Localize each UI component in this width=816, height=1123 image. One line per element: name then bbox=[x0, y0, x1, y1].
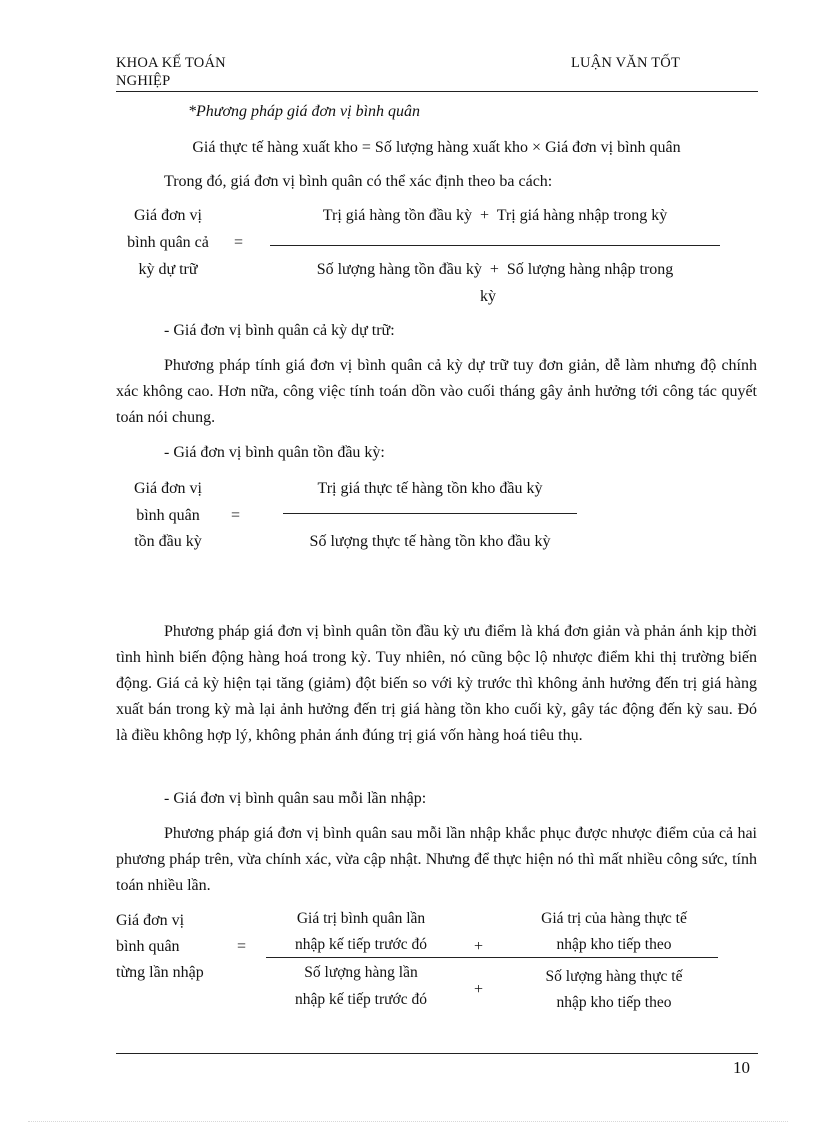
bullet-2: - Giá đơn vị bình quân tồn đầu kỳ: bbox=[164, 444, 385, 461]
header-left-line1: KHOA KẾ TOÁN bbox=[116, 55, 226, 71]
formula-1-label-line: Giá đơn vị bbox=[133, 207, 202, 224]
bullet-3: - Giá đơn vị bình quân sau mỗi lần nhập: bbox=[164, 790, 427, 807]
formula-3-num-left-line2: nhập kế tiếp trước đó bbox=[295, 936, 427, 953]
formula-1-equals: = bbox=[234, 234, 244, 251]
formula-3-equals: = bbox=[237, 938, 247, 955]
formula-2-fraction-bar bbox=[283, 513, 577, 514]
formula-3-num-plus: + bbox=[474, 938, 484, 955]
intro-text: Trong đó, giá đơn vị bình quân có thể xác định theo ba cách: bbox=[164, 173, 553, 190]
formula-1-denominator-line2: kỳ bbox=[480, 288, 496, 305]
formula-3-num-right-line1: Giá trị của hàng thực tế bbox=[541, 910, 687, 927]
formula-2-label-line: bình quân bbox=[136, 507, 200, 524]
formula-3-fraction-bar bbox=[266, 957, 718, 958]
formula-1-label-line: kỳ dự trữ bbox=[138, 261, 198, 278]
formula-3-num-right-line2: nhập kho tiếp theo bbox=[556, 936, 672, 953]
formula-3-num-left-line1: Giá trị bình quân lần bbox=[296, 910, 426, 927]
header-right: LUẬN VĂN TỐT bbox=[571, 55, 680, 71]
paragraph-1: Phương pháp tính giá đơn vị bình quân cả kỳ dự trữ tuy đơn giản, dễ làm nhưng độ chính xác không cao. Hơn nữa, công việc tính toán dồn vào cuối tháng gây ảnh hưởng tới công tác quyết toán nói chung. bbox=[116, 357, 757, 426]
formula-1-denominator-line1: Số lượng hàng tồn đầu kỳ + Số lượng hàng nhập trong bbox=[316, 261, 674, 278]
formula-3-den-right-line2: nhập kho tiếp theo bbox=[556, 994, 672, 1011]
formula-2-equals: = bbox=[231, 507, 241, 524]
paragraph-2: Phương pháp giá đơn vị bình quân tồn đầu kỳ ưu điểm là khá đơn giản và phản ánh kịp thời tình hình biến động hàng hoá trong kỳ. Tuy nhiên, nó cũng bộc lộ nhược điểm khi thị trường biến động. Giá cả kỳ hiện tại tăng (giảm) đột biến so với kỳ trước thì không ảnh hưởng đến trị giá hàng xuất bán trong kỳ mà lại ảnh hưởng đến trị giá hàng tồn kho cuối kỳ, gây tác động đến kỳ sau. Đó là điều không hợp lý, không phản ánh đúng trị giá vốn hàng hoá tiêu thụ. bbox=[116, 623, 757, 744]
formula-3-den-left-line1: Số lượng hàng lần bbox=[304, 964, 418, 981]
formula-3-den-left-line2: nhập kế tiếp trước đó bbox=[295, 991, 427, 1008]
formula-1-fraction-bar bbox=[270, 245, 720, 246]
formula-3-label-line: Giá đơn vị bbox=[116, 912, 185, 929]
formula-2-label-line: tồn đầu kỳ bbox=[134, 533, 202, 550]
header-left-line2: NGHIỆP bbox=[116, 73, 171, 89]
page-edge-divider bbox=[28, 1121, 788, 1122]
formula-2-denominator: Số lượng thực tế hàng tồn kho đầu kỳ bbox=[309, 533, 551, 550]
footer-rule bbox=[116, 1053, 758, 1054]
formula-1-numerator: Trị giá hàng tồn đầu kỳ + Trị giá hàng nhập trong kỳ bbox=[322, 207, 668, 224]
bullet-1: - Giá đơn vị bình quân cả kỳ dự trữ: bbox=[164, 322, 395, 339]
formula-2-numerator: Trị giá thực tế hàng tồn kho đầu kỳ bbox=[317, 480, 543, 497]
section-title: *Phương pháp giá đơn vị bình quân bbox=[188, 103, 421, 120]
formula-1-label-line: bình quân cả bbox=[127, 234, 209, 251]
paragraph-3: Phương pháp giá đơn vị bình quân sau mỗi lần nhập khắc phục được nhược điểm của cả hai phương pháp trên, vừa chính xác, vừa cập nhật. Nhưng để thực hiện nó thì mất nhiều công sức, tính toán nhiều lần. bbox=[116, 825, 757, 894]
main-formula: Giá thực tế hàng xuất kho = Số lượng hàng xuất kho × Giá đơn vị bình quân bbox=[192, 139, 681, 156]
formula-2-label-line: Giá đơn vị bbox=[133, 480, 202, 497]
formula-3-label-line: từng lần nhập bbox=[116, 964, 204, 981]
formula-3-den-plus: + bbox=[474, 981, 484, 998]
header-rule bbox=[116, 91, 758, 92]
page-number: 10 bbox=[733, 1058, 750, 1077]
formula-3-den-right-line1: Số lượng hàng thực tế bbox=[545, 968, 683, 985]
formula-3-label-line: bình quân bbox=[116, 938, 180, 955]
